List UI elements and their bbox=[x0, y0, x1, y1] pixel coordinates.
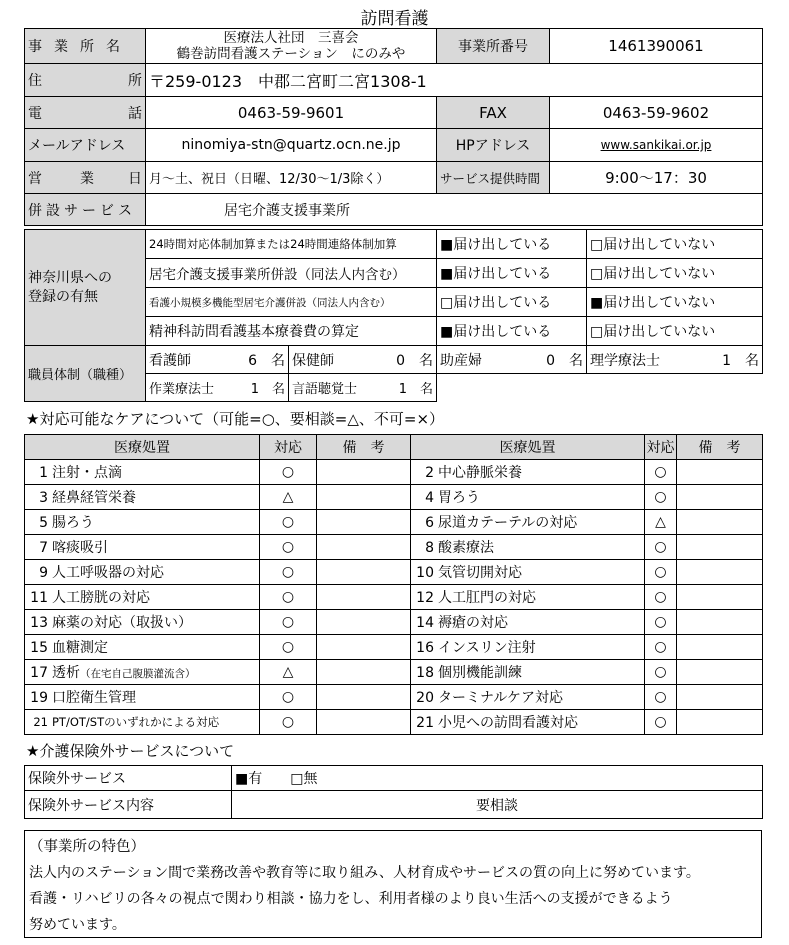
outside-service-label: 保険外サービス bbox=[25, 766, 232, 791]
facility-number: 1461390061 bbox=[550, 29, 763, 64]
registration-yes: □届け出している bbox=[437, 288, 587, 317]
care-item-right: 14 褥瘡の対応 bbox=[411, 610, 645, 635]
care-item-right: 18 個別機能訓練 bbox=[411, 660, 645, 685]
care-note-left bbox=[317, 535, 411, 560]
care-item-left: 13 麻薬の対応（取扱い） bbox=[25, 610, 260, 635]
care-item-right: 4 胃ろう bbox=[411, 485, 645, 510]
col-note-left: 備 考 bbox=[317, 435, 411, 460]
page-title: 訪問看護 bbox=[360, 9, 429, 29]
features-line: 看護・リハビリの各々の視点で関わり相談・協力をし、利用者様のより良い生活への支援ができるよう bbox=[29, 891, 673, 907]
registration-no: □届け出していない bbox=[587, 259, 763, 288]
staff-empty bbox=[437, 374, 763, 402]
care-body-table bbox=[24, 459, 763, 735]
care-item-left: 5 腸ろう bbox=[25, 510, 260, 535]
care-item-left: 7 喀痰吸引 bbox=[25, 535, 260, 560]
care-row bbox=[25, 510, 763, 535]
features-heading: （事業所の特色） bbox=[29, 839, 145, 855]
staff-nurse: 看護師 6 名 bbox=[146, 346, 289, 374]
staff-table bbox=[24, 345, 763, 402]
care-row bbox=[25, 685, 763, 710]
care-row bbox=[25, 585, 763, 610]
care-row bbox=[25, 560, 763, 585]
fax-value: 0463-59-9602 bbox=[550, 97, 763, 129]
care-row bbox=[25, 635, 763, 660]
name-label: 事業所名 bbox=[25, 29, 146, 64]
combined-label: 併設サービス bbox=[25, 194, 146, 226]
care-item-right: 8 酸素療法 bbox=[411, 535, 645, 560]
care-note-right bbox=[677, 535, 763, 560]
care-item-left: 1 注射・点滴 bbox=[25, 460, 260, 485]
care-item-left: 15 血糖測定 bbox=[25, 635, 260, 660]
registration-label: 神奈川県への 登録の有無 bbox=[25, 230, 146, 346]
combined-value: 居宅介護支援事業所 bbox=[146, 194, 763, 226]
care-support-right: ○ bbox=[645, 710, 677, 735]
care-note-right bbox=[677, 685, 763, 710]
registration-yes: ■届け出している bbox=[437, 230, 587, 259]
staff-pt: 理学療法士 1 名 bbox=[587, 346, 763, 374]
col-treatment-right: 医療処置 bbox=[411, 435, 645, 460]
days-label: 営 業日 bbox=[25, 162, 146, 194]
care-item-right: 2 中心静脈栄養 bbox=[411, 460, 645, 485]
col-support-left: 対応 bbox=[260, 435, 317, 460]
care-support-left: ○ bbox=[260, 610, 317, 635]
care-note-right bbox=[677, 485, 763, 510]
care-item-right: 20 ターミナルケア対応 bbox=[411, 685, 645, 710]
registration-yes: ■届け出している bbox=[437, 317, 587, 346]
care-table bbox=[24, 434, 763, 460]
care-note-right bbox=[677, 610, 763, 635]
tel-label: 電 話 bbox=[25, 97, 146, 129]
care-item-right: 21 小児への訪問看護対応 bbox=[411, 710, 645, 735]
care-note-left bbox=[317, 460, 411, 485]
care-note-left bbox=[317, 685, 411, 710]
care-support-left: ○ bbox=[260, 460, 317, 485]
care-note-right bbox=[677, 635, 763, 660]
days-value: 月〜土、祝日（日曜、12/30〜1/3除く） bbox=[146, 162, 437, 194]
care-note-left bbox=[317, 660, 411, 685]
care-support-right: ○ bbox=[645, 685, 677, 710]
registration-no: □届け出していない bbox=[587, 230, 763, 259]
care-note-right bbox=[677, 710, 763, 735]
facility-info-table bbox=[24, 28, 763, 226]
outside-service-value: ■有 □無 bbox=[232, 766, 763, 791]
care-note-left bbox=[317, 560, 411, 585]
care-note-right bbox=[677, 460, 763, 485]
care-support-right: ○ bbox=[645, 485, 677, 510]
care-support-left: ○ bbox=[260, 510, 317, 535]
col-treatment-left: 医療処置 bbox=[25, 435, 260, 460]
hp-link[interactable]: www.sankikai.or.jp bbox=[600, 138, 712, 152]
features-line: 法人内のステーション間で業務改善や教育等に取り組み、人材育成やサービスの質の向上に努めています。 bbox=[29, 865, 700, 881]
care-support-left: ○ bbox=[260, 710, 317, 735]
staff-ot: 作業療法士 1 名 bbox=[146, 374, 289, 402]
number-label: 事業所番号 bbox=[437, 29, 550, 64]
outside-heading: ★介護保険外サービスについて bbox=[26, 742, 235, 760]
registration-item: 看護小規模多機能型居宅介護併設（同法人内含む） bbox=[146, 288, 437, 317]
care-item-left: 19 口腔衛生管理 bbox=[25, 685, 260, 710]
care-row bbox=[25, 710, 763, 735]
care-support-right: ○ bbox=[645, 535, 677, 560]
care-note-left bbox=[317, 510, 411, 535]
staff-label: 職員体制（職種） bbox=[25, 346, 146, 402]
care-item-left: 17 透析（在宅自己腹膜灌流含） bbox=[25, 660, 260, 685]
care-note-right bbox=[677, 660, 763, 685]
registration-yes: ■届け出している bbox=[437, 259, 587, 288]
care-note-right bbox=[677, 585, 763, 610]
col-support-right: 対応 bbox=[645, 435, 677, 460]
care-item-right: 10 気管切開対応 bbox=[411, 560, 645, 585]
address-value: 〒259-0123 中郡二宮町二宮1308-1 bbox=[146, 64, 763, 97]
fax-label: FAX bbox=[437, 97, 550, 129]
care-note-left bbox=[317, 635, 411, 660]
care-item-left: 11 人工膀胱の対応 bbox=[25, 585, 260, 610]
registration-item: 24時間対応体制加算または24時間連絡体制加算 bbox=[146, 230, 437, 259]
outside-table bbox=[24, 765, 763, 819]
care-support-right: △ bbox=[645, 510, 677, 535]
registration-item: 居宅介護支援事業所併設（同法人内含む） bbox=[146, 259, 437, 288]
features-box bbox=[24, 830, 762, 938]
care-support-right: ○ bbox=[645, 635, 677, 660]
care-support-left: △ bbox=[260, 660, 317, 685]
registration-table bbox=[24, 229, 763, 346]
care-row bbox=[25, 460, 763, 485]
col-note-right: 備 考 bbox=[677, 435, 763, 460]
hours-value: 9:00〜17：30 bbox=[550, 162, 763, 194]
care-support-right: ○ bbox=[645, 610, 677, 635]
care-item-left: 21 PT/OT/STのいずれかによる対応 bbox=[25, 710, 260, 735]
care-item-right: 16 インスリン注射 bbox=[411, 635, 645, 660]
care-row bbox=[25, 610, 763, 635]
care-support-right: ○ bbox=[645, 560, 677, 585]
care-item-right: 12 人工肛門の対応 bbox=[411, 585, 645, 610]
registration-item: 精神科訪問看護基本療養費の算定 bbox=[146, 317, 437, 346]
staff-midwife: 助産婦 0 名 bbox=[437, 346, 587, 374]
care-support-left: ○ bbox=[260, 585, 317, 610]
hp-cell bbox=[550, 129, 763, 162]
care-item-left: 3 経鼻経管栄養 bbox=[25, 485, 260, 510]
care-note-left bbox=[317, 710, 411, 735]
care-support-left: ○ bbox=[260, 685, 317, 710]
care-support-right: ○ bbox=[645, 585, 677, 610]
email-label: メールアドレス bbox=[25, 129, 146, 162]
care-row bbox=[25, 485, 763, 510]
care-note-right bbox=[677, 510, 763, 535]
care-note-right bbox=[677, 560, 763, 585]
care-support-left: ○ bbox=[260, 560, 317, 585]
care-support-left: ○ bbox=[260, 635, 317, 660]
care-row bbox=[25, 660, 763, 685]
care-heading: ★対応可能なケアについて（可能=○、要相談=△、不可=×） bbox=[26, 410, 445, 428]
email-value: ninomiya-stn@quartz.ocn.ne.jp bbox=[146, 129, 437, 162]
outside-content-label: 保険外サービス内容 bbox=[25, 791, 232, 819]
registration-no: ■届け出していない bbox=[587, 288, 763, 317]
address-label: 住 所 bbox=[25, 64, 146, 97]
care-note-left bbox=[317, 610, 411, 635]
hp-label: HPアドレス bbox=[437, 129, 550, 162]
care-note-left bbox=[317, 585, 411, 610]
care-support-left: ○ bbox=[260, 535, 317, 560]
features-line: 努めています。 bbox=[29, 917, 126, 933]
care-note-left bbox=[317, 485, 411, 510]
tel-value: 0463-59-9601 bbox=[146, 97, 437, 129]
hours-label: サービス提供時間 bbox=[437, 162, 550, 194]
staff-public-health-nurse: 保健師 0 名 bbox=[289, 346, 437, 374]
care-item-right: 6 尿道カテーテルの対応 bbox=[411, 510, 645, 535]
care-support-left: △ bbox=[260, 485, 317, 510]
outside-content-value: 要相談 bbox=[232, 791, 763, 819]
care-row bbox=[25, 535, 763, 560]
facility-name: 医療法人社団 三喜会 鶴巻訪問看護ステーション にのみや bbox=[146, 29, 437, 64]
care-support-right: ○ bbox=[645, 660, 677, 685]
registration-no: □届け出していない bbox=[587, 317, 763, 346]
staff-st: 言語聴覚士 1 名 bbox=[289, 374, 437, 402]
care-item-left: 9 人工呼吸器の対応 bbox=[25, 560, 260, 585]
care-support-right: ○ bbox=[645, 460, 677, 485]
